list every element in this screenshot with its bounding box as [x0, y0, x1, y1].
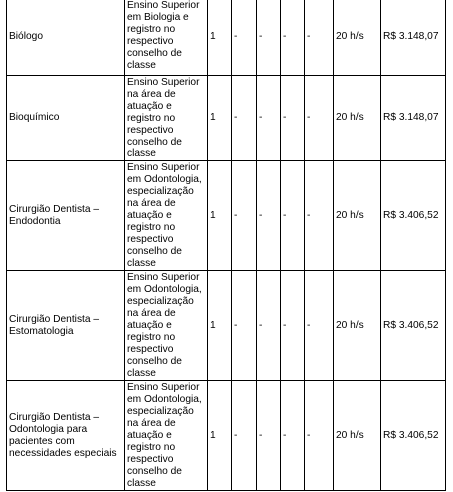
- dash-cell: -: [281, 76, 305, 161]
- requisito-cell: Ensino Superior em Biologia e registro no respectivo conselho de classe: [125, 0, 208, 76]
- requisito-cell: Ensino Superior em Odontologia, especialização na área de atuação e registro no respectivo conselho de classe: [125, 161, 208, 271]
- dash-cell: -: [281, 161, 305, 271]
- carga-cell: 20 h/s: [334, 381, 381, 491]
- salario-cell: R$ 3.148,07: [381, 76, 446, 161]
- positions-table: [6, 0, 446, 491]
- salario-cell: R$ 3.406,52: [381, 381, 446, 491]
- carga-cell: 20 h/s: [334, 76, 381, 161]
- salario-cell: R$ 3.148,07: [381, 0, 446, 76]
- cargo-cell: Cirurgião Dentista – Odontologia para pacientes com necessidades especiais: [7, 381, 125, 491]
- table-row: [7, 0, 446, 76]
- dash-cell: -: [232, 271, 257, 381]
- dash-cell: -: [257, 161, 281, 271]
- requisito-cell: Ensino Superior em Odontologia, especialização na área de atuação e registro no respectivo conselho de classe: [125, 271, 208, 381]
- dash-cell: -: [281, 271, 305, 381]
- dash-cell: -: [305, 76, 334, 161]
- cargo-cell: Bioquímico: [7, 76, 125, 161]
- dash-cell: -: [305, 161, 334, 271]
- cargo-cell: Cirurgião Dentista – Estomatologia: [7, 271, 125, 381]
- table-row: [7, 161, 446, 271]
- table-row: [7, 271, 446, 381]
- requisito-cell: Ensino Superior na área de atuação e registro no respectivo conselho de classe: [125, 76, 208, 161]
- dash-cell: -: [257, 271, 281, 381]
- dash-cell: -: [232, 76, 257, 161]
- dash-cell: -: [305, 381, 334, 491]
- carga-cell: 20 h/s: [334, 0, 381, 76]
- carga-cell: 20 h/s: [334, 271, 381, 381]
- vagas-cell: 1: [208, 381, 232, 491]
- dash-cell: -: [305, 0, 334, 76]
- vagas-cell: 1: [208, 161, 232, 271]
- cargo-cell: Biólogo: [7, 0, 125, 76]
- dash-cell: -: [281, 0, 305, 76]
- dash-cell: -: [232, 381, 257, 491]
- requisito-cell: Ensino Superior em Odontologia, especialização na área de atuação e registro no respectivo conselho de classe: [125, 381, 208, 491]
- dash-cell: -: [305, 271, 334, 381]
- salario-cell: R$ 3.406,52: [381, 161, 446, 271]
- dash-cell: -: [257, 381, 281, 491]
- table-row: [7, 76, 446, 161]
- dash-cell: -: [257, 76, 281, 161]
- carga-cell: 20 h/s: [334, 161, 381, 271]
- vagas-cell: 1: [208, 76, 232, 161]
- vagas-cell: 1: [208, 271, 232, 381]
- dash-cell: -: [232, 0, 257, 76]
- salario-cell: R$ 3.406,52: [381, 271, 446, 381]
- dash-cell: -: [257, 0, 281, 76]
- dash-cell: -: [281, 381, 305, 491]
- table-row: [7, 381, 446, 491]
- dash-cell: -: [232, 161, 257, 271]
- vagas-cell: 1: [208, 0, 232, 76]
- cargo-cell: Cirurgião Dentista – Endodontia: [7, 161, 125, 271]
